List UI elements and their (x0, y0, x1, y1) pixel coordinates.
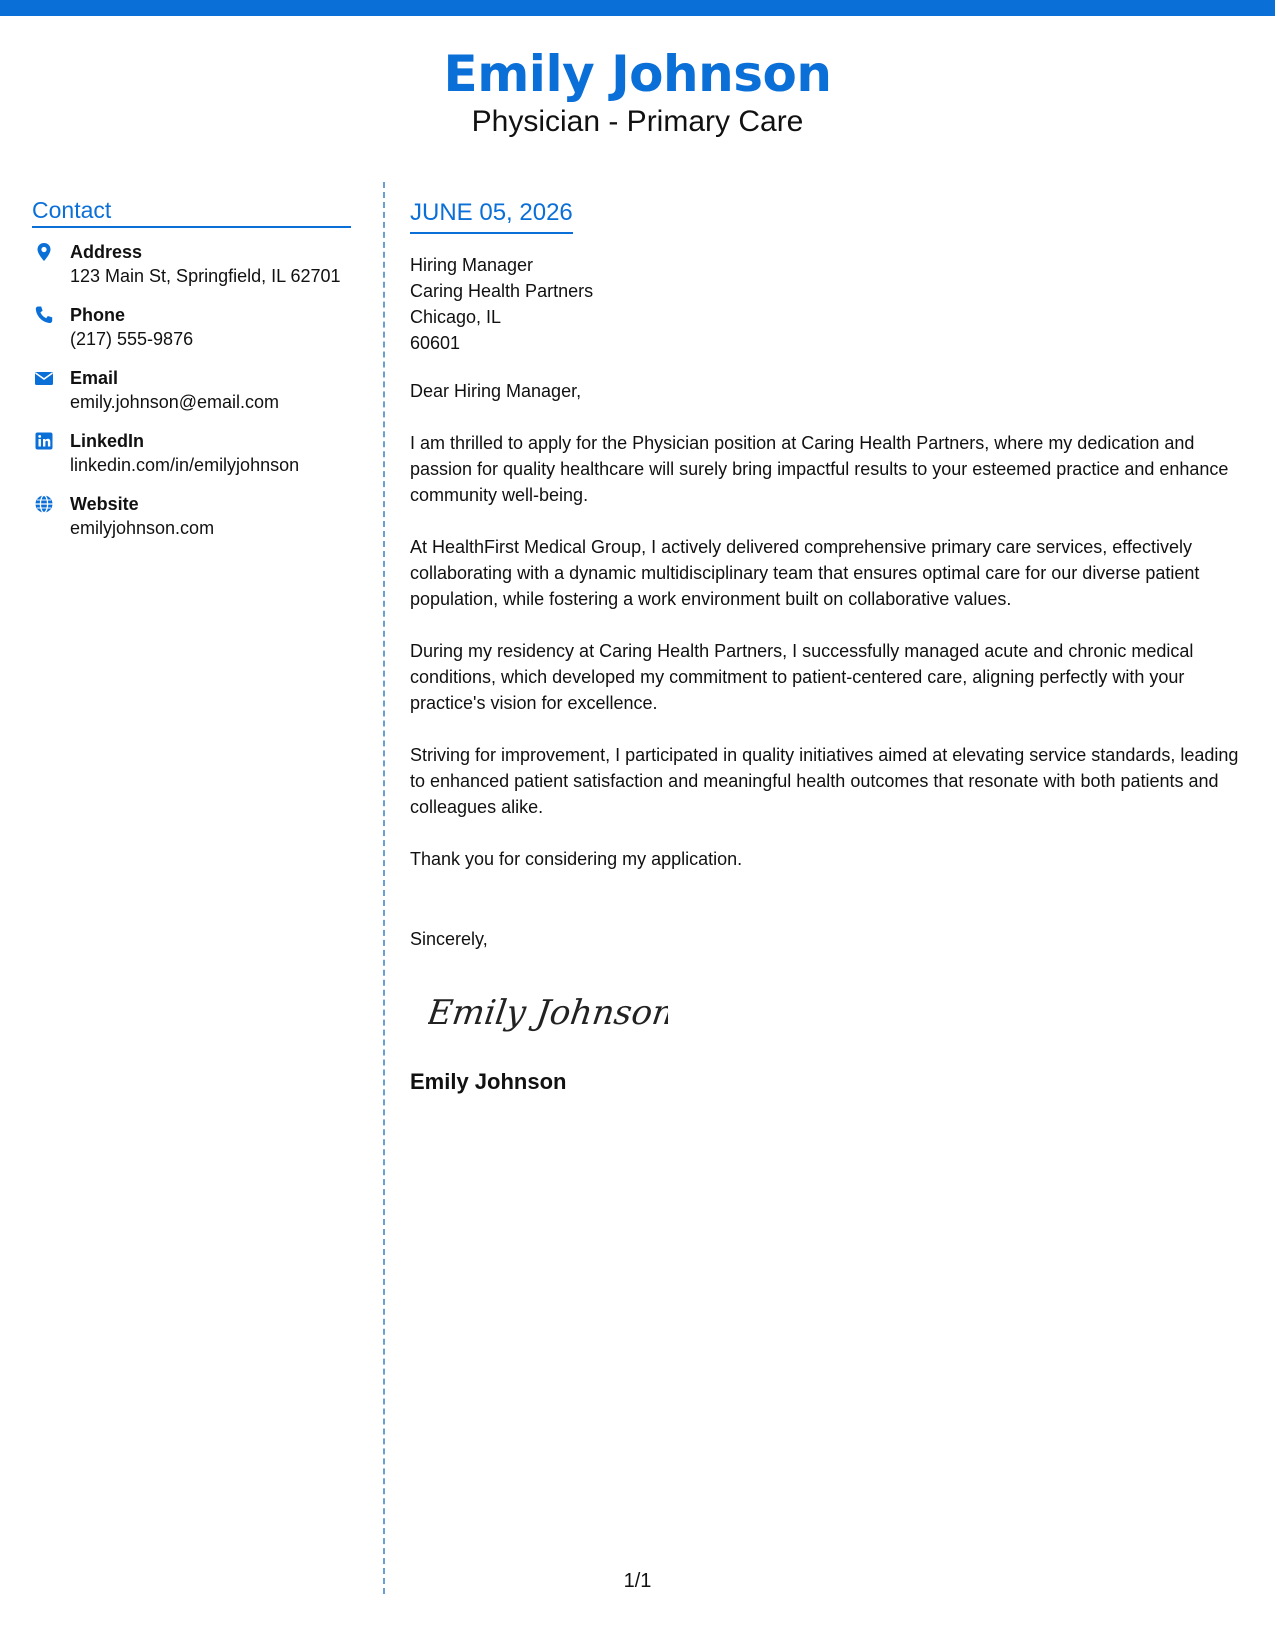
closing: Sincerely, (410, 929, 488, 949)
handwritten-signature (428, 982, 668, 1044)
email-value: emily.johnson@email.com (70, 392, 280, 412)
contact-sidebar (32, 196, 351, 555)
linkedin-value: linkedin.com/in/emilyjohnson (70, 455, 300, 475)
recipient-line: Chicago, IL (410, 307, 502, 327)
contact-item-email (32, 366, 351, 429)
contact-section-title: Contact (32, 196, 351, 228)
phone-icon (34, 305, 54, 325)
contact-label: Address (70, 242, 143, 262)
globe-icon (34, 494, 54, 514)
applicant-name: Emily Johnson (443, 45, 832, 103)
page-header (0, 44, 1275, 140)
contact-label: Email (70, 368, 119, 388)
recipient-line: Caring Health Partners (410, 281, 594, 301)
letter-body (410, 198, 1252, 1096)
contact-label: LinkedIn (70, 431, 145, 451)
contact-item-address (32, 240, 351, 303)
location-pin-icon (34, 242, 54, 262)
website-value: emilyjohnson.com (70, 518, 215, 538)
phone-value: (217) 555-9876 (70, 329, 194, 349)
recipient-line: 60601 (410, 333, 461, 353)
contact-label: Website (70, 494, 139, 514)
envelope-icon (34, 368, 54, 388)
linkedin-icon (34, 431, 54, 451)
letter-paragraph: During my residency at Caring Health Partners, I successfully managed acute and chronic medical conditions, which developed my commitment to patient-centered care, aligning perfectly with your practice's vision for excellence. (410, 641, 1194, 713)
contact-list (32, 240, 351, 555)
letter-date: JUNE 05, 2026 (410, 198, 573, 234)
column-divider (383, 182, 385, 1594)
top-accent-bar (0, 0, 1275, 16)
recipient-block (410, 252, 1252, 356)
svg-text:Emily Johnson: Emily Johnson (428, 993, 668, 1033)
page-number: 1/1 (623, 1570, 652, 1592)
recipient-line: Hiring Manager (410, 255, 534, 275)
salutation: Dear Hiring Manager, (410, 381, 582, 401)
letter-paragraph: Striving for improvement, I participated in quality initiatives aimed at elevating service standards, leading to enhanced patient satisfaction and meaningful health outcomes that resonate with both patients and colleagues alike. (410, 745, 1239, 817)
signed-name: Emily Johnson (410, 1069, 567, 1094)
letter-paragraph: I am thrilled to apply for the Physician position at Caring Health Partners, where my dedication and passion for quality healthcare will surely bring impactful results to your esteemed practice and enhance community well-being. (410, 433, 1229, 505)
contact-label: Phone (70, 305, 126, 325)
applicant-role: Physician - Primary Care (471, 105, 804, 138)
contact-item-website (32, 492, 351, 555)
contact-item-phone (32, 303, 351, 366)
letter-paragraph: At HealthFirst Medical Group, I actively delivered comprehensive primary care services, effectively collaborating with a dynamic multidisciplinary team that ensures optimal care for our diverse patient population, while fostering a work environment built on collaborative values. (410, 537, 1200, 609)
letter-paragraph: Thank you for considering my application. (410, 849, 743, 869)
address-value: 123 Main St, Springfield, IL 62701 (70, 266, 341, 286)
contact-item-linkedin (32, 429, 351, 492)
